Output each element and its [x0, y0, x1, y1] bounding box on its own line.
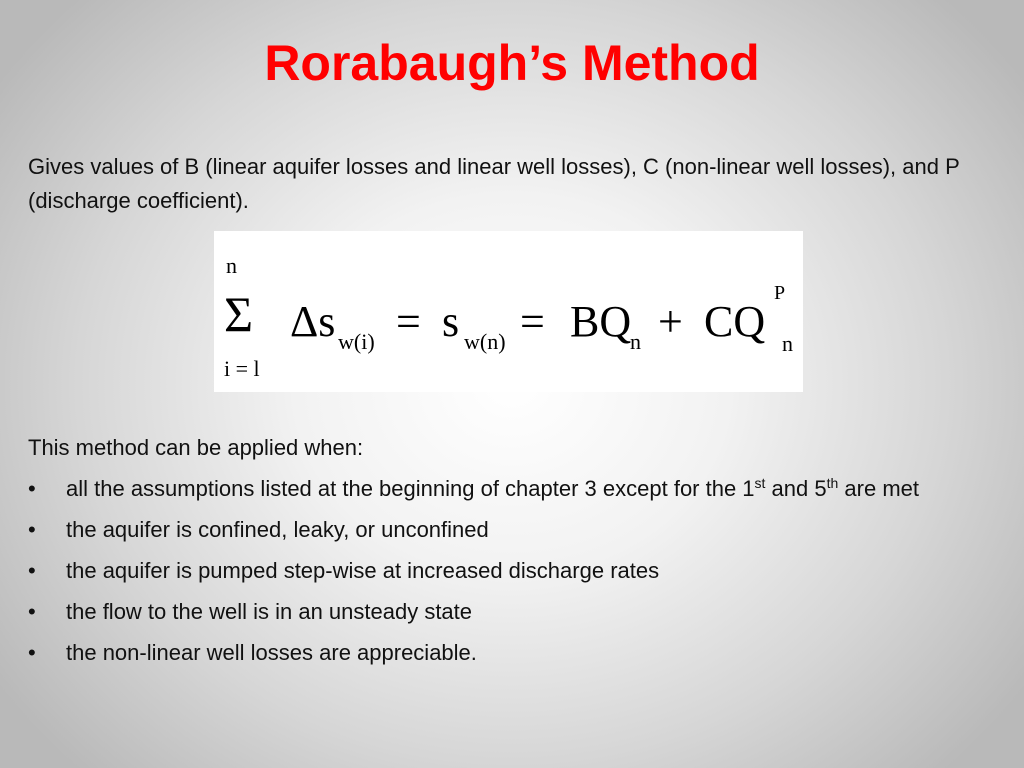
- intro-paragraph: Gives values of B (linear aquifer losses and linear well losses), C (non-linear well losses), and P (discharge coefficient).: [28, 154, 960, 213]
- bullet-marker: •: [28, 517, 36, 542]
- conditions-list: [28, 472, 998, 677]
- plus-sign: +: [658, 297, 683, 346]
- bullet-text: the aquifer is pumped step-wise at increased discharge rates: [66, 558, 660, 583]
- conditions-lead: This method can be applied when:: [28, 435, 364, 460]
- sum-lower-limit: i = l: [224, 356, 260, 381]
- equals-sign-2: =: [520, 297, 545, 346]
- bullet-text: the flow to the well is in an unsteady state: [66, 599, 473, 624]
- equals-sign-1: =: [396, 297, 421, 346]
- slide-title: Rorabaugh’s Method: [264, 35, 760, 91]
- formula-svg: [214, 231, 803, 392]
- bullet-text-end: are met: [838, 476, 919, 501]
- list-item: [28, 636, 998, 669]
- bullet-marker: •: [28, 640, 36, 665]
- delta-s: Δs: [290, 297, 336, 346]
- bullet-marker: •: [28, 558, 36, 583]
- bullet-marker: •: [28, 599, 36, 624]
- bullet-marker: •: [28, 476, 36, 501]
- sum-upper-limit: n: [226, 253, 237, 278]
- superscript-th: th: [826, 475, 839, 491]
- subscript-wn: w(n): [464, 329, 506, 354]
- bullet-text: the non-linear well losses are appreciable.: [66, 640, 477, 665]
- s-wn: s: [442, 297, 460, 346]
- subscript-wi: w(i): [338, 329, 375, 354]
- cq-term: CQ: [704, 297, 766, 346]
- bq-term: BQ: [570, 297, 632, 346]
- list-item: [28, 472, 998, 505]
- sigma-symbol: Σ: [224, 286, 254, 342]
- bullet-text: the aquifer is confined, leaky, or unconfined: [66, 517, 489, 542]
- bullet-text-cont: and 5: [765, 476, 827, 501]
- superscript-st: st: [754, 475, 766, 491]
- list-item: [28, 595, 998, 628]
- cq-superscript: P: [774, 282, 786, 304]
- formula-image: [214, 231, 803, 392]
- cq-subscript: n: [782, 331, 793, 356]
- list-item: [28, 513, 998, 546]
- list-item: [28, 554, 998, 587]
- bq-subscript: n: [630, 329, 641, 354]
- bullet-text: all the assumptions listed at the beginning of chapter 3 except for the 1: [66, 476, 755, 501]
